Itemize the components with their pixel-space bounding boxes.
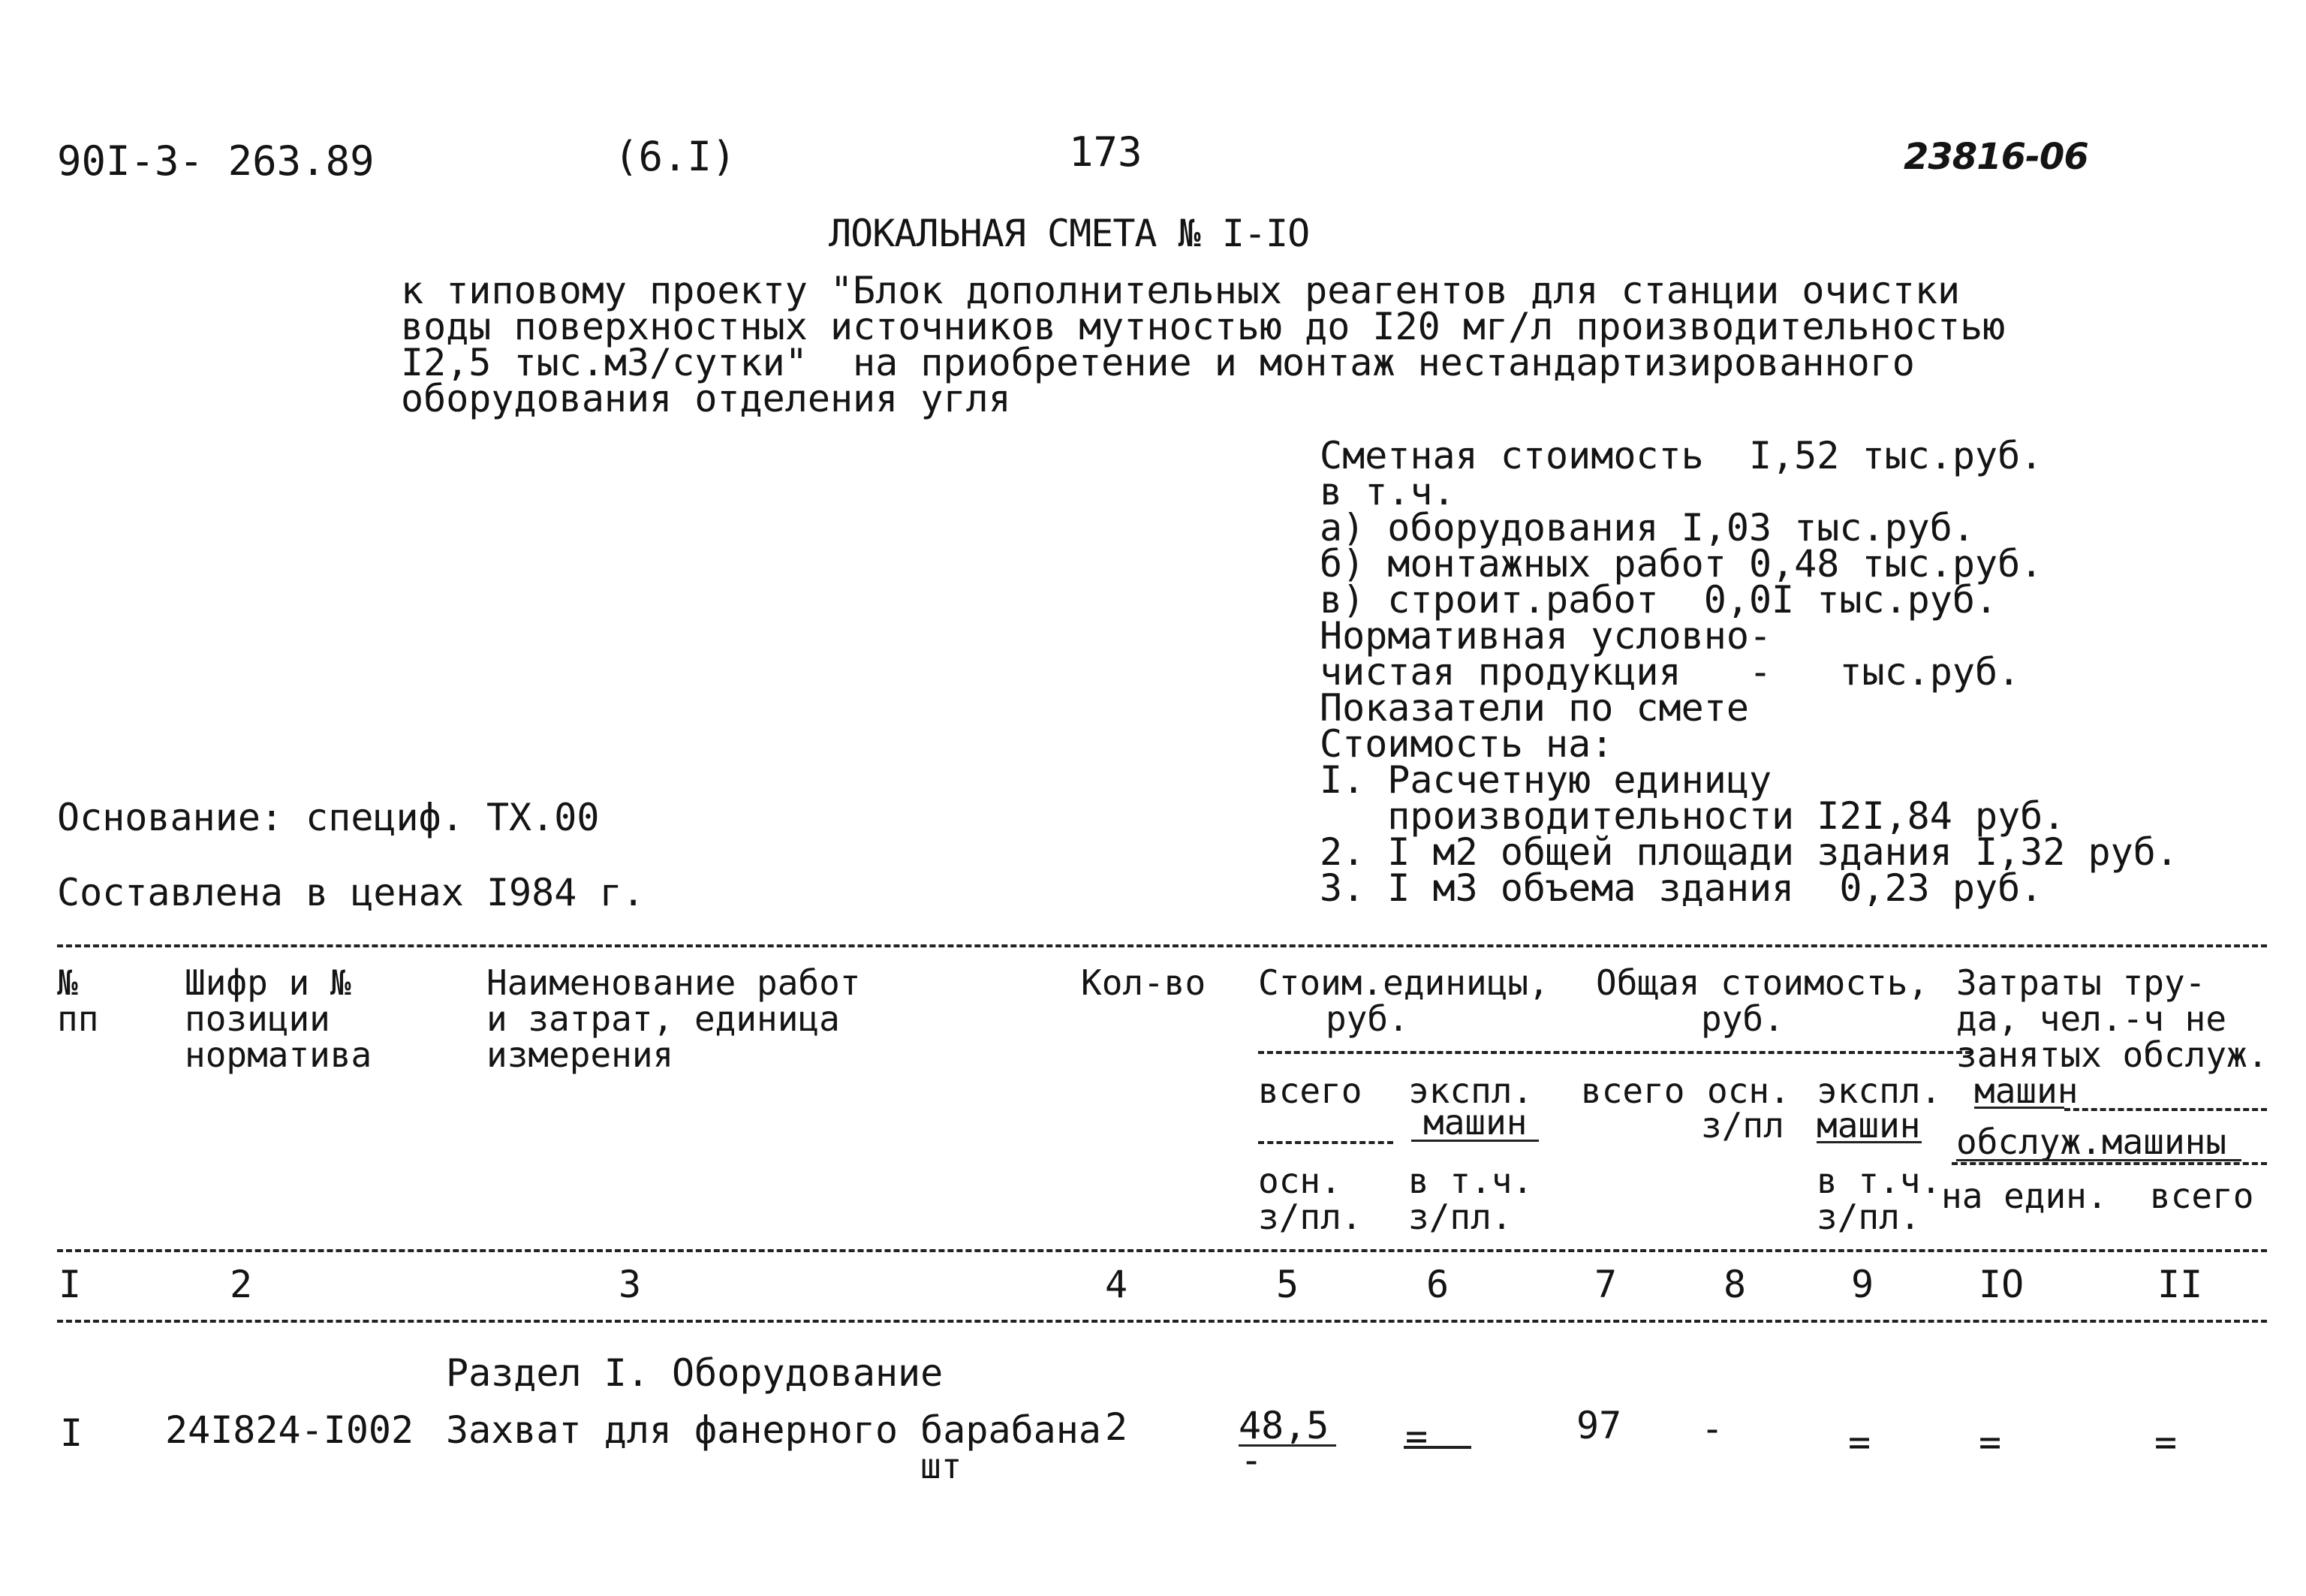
- underline: [1404, 1446, 1471, 1449]
- header-name: и затрат, единица: [486, 998, 840, 1039]
- header-labor: занятых обслуж.: [1956, 1034, 2268, 1075]
- column-number: I: [59, 1263, 82, 1306]
- underline: [1974, 1107, 2064, 1109]
- row-unit-cost-machines: =: [1405, 1414, 1428, 1458]
- header-subrule-2: [1258, 1141, 1393, 1144]
- header-unit-cost: Стоим.единицы,: [1258, 962, 1549, 1003]
- summary-line: чистая продукция - тыс.руб.: [1320, 650, 2021, 694]
- header-total-cost: Общая стоимость,: [1596, 962, 1929, 1003]
- header-total-cost: руб.: [1701, 998, 1784, 1039]
- prices-year-line: Составлена в ценах I984 г.: [57, 871, 645, 914]
- summary-line: б) монтажных работ 0,48 тыс.руб.: [1320, 542, 2043, 586]
- row-labor-per-unit: =: [1979, 1420, 2002, 1464]
- document-title: ЛОКАЛЬНАЯ СМЕТА № I-IO: [829, 212, 1310, 255]
- column-number: 7: [1594, 1263, 1618, 1306]
- section-title: Раздел I. Оборудование: [446, 1351, 944, 1395]
- summary-line: в т.ч.: [1320, 470, 1456, 513]
- header-code: Шифр и №: [185, 962, 351, 1003]
- summary-line: I. Расчетную единицу: [1320, 758, 1772, 802]
- header-code: норматива: [185, 1034, 372, 1075]
- header-code: позиции: [185, 998, 330, 1039]
- table-top-rule: [57, 944, 2267, 947]
- column-number: 9: [1851, 1263, 1874, 1306]
- summary-line: 3. I м3 объема здания 0,23 руб.: [1320, 866, 2043, 910]
- header-unit-cost: руб.: [1326, 998, 1409, 1039]
- header-total-wages: осн.: [1707, 1071, 1790, 1111]
- row-unit: шт: [920, 1446, 962, 1486]
- column-numbers-rule: [57, 1320, 2267, 1323]
- row-code: 24I824-I002: [165, 1408, 414, 1452]
- underline: [1411, 1140, 1539, 1142]
- header-total-machines: экспл.: [1817, 1071, 1942, 1111]
- header-total-wages: з/пл: [1701, 1105, 1784, 1146]
- header-num: пп: [57, 998, 99, 1039]
- subtitle-line: I2,5 тыс.м3/сутки" на приобретение и монтаж нестандартизированного: [401, 341, 1915, 384]
- header-unit-machines: экспл.: [1408, 1071, 1534, 1111]
- header-labor-per-unit: на един.: [1941, 1176, 2108, 1216]
- section-ref: (6.I): [614, 133, 736, 180]
- column-number: 6: [1426, 1263, 1450, 1306]
- row-total: 97: [1576, 1404, 1622, 1447]
- header-labor-machines: машин: [1974, 1071, 2079, 1111]
- basis-line: Основание: специф. ТХ.00: [57, 796, 600, 839]
- subtitle-line: к типовому проекту "Блок дополнительных реагентов для станции очистки: [401, 269, 1961, 312]
- column-number: 5: [1276, 1263, 1299, 1306]
- header-labor-service: обслуж.машины: [1956, 1122, 2227, 1162]
- summary-line: 2. I м2 общей площади здания I,32 руб.: [1320, 830, 2178, 874]
- header-total-incl: в т.ч.: [1817, 1161, 1942, 1201]
- summary-line: а) оборудования I,03 тыс.руб.: [1320, 506, 1975, 550]
- header-unit-total: всего: [1258, 1071, 1362, 1111]
- doc-code: 90I-3- 263.89: [57, 137, 375, 185]
- header-total-machines: машин: [1817, 1105, 1921, 1146]
- subtitle-line: оборудования отделения угля: [401, 377, 1011, 420]
- summary-line: производительности I2I,84 руб.: [1320, 794, 2066, 838]
- summary-line: Стоимость на:: [1320, 722, 1614, 766]
- row-qty: 2: [1105, 1405, 1128, 1449]
- header-subrule-1: [1258, 1051, 1971, 1054]
- header-unit-incl: в т.ч.: [1408, 1161, 1534, 1201]
- header-unit-incl: з/пл.: [1408, 1197, 1513, 1237]
- header-bottom-rule: [57, 1249, 2267, 1252]
- header-unit-wages: з/пл.: [1258, 1197, 1362, 1237]
- row-unit-cost-wages: -: [1240, 1438, 1263, 1482]
- row-labor-total: =: [2154, 1420, 2178, 1464]
- underline: [1817, 1141, 1922, 1143]
- summary-line: Нормативная условно-: [1320, 614, 1772, 658]
- header-labor-total: всего: [2150, 1176, 2254, 1216]
- header-name: Наименование работ: [486, 962, 861, 1003]
- summary-line: Показатели по смете: [1320, 686, 1749, 730]
- column-number: 4: [1105, 1263, 1128, 1306]
- summary-line: в) строит.работ 0,0I тыс.руб.: [1320, 578, 1998, 622]
- row-total-machines: =: [1848, 1420, 1871, 1464]
- summary-line: Сметная стоимость I,52 тыс.руб.: [1320, 434, 2043, 477]
- column-number: IO: [1979, 1263, 2025, 1306]
- header-unit-machines: машин: [1423, 1102, 1528, 1143]
- header-num: №: [57, 962, 78, 1003]
- row-name: Захват для фанерного барабана: [446, 1408, 1101, 1452]
- archive-code: 23816-06: [1904, 136, 2088, 178]
- header-name: измерения: [486, 1034, 674, 1075]
- column-number: II: [2157, 1263, 2203, 1306]
- column-number: 3: [619, 1263, 642, 1306]
- header-subrule-3: [2064, 1108, 2267, 1111]
- subtitle-line: воды поверхностных источников мутностью до I20 мг/л производительностью: [401, 305, 2006, 348]
- column-number: 8: [1723, 1263, 1747, 1306]
- row-unit-cost-total: 48,5: [1239, 1404, 1329, 1447]
- column-number: 2: [230, 1263, 253, 1306]
- header-total-total: всего: [1581, 1071, 1685, 1111]
- row-total-wages: -: [1701, 1407, 1724, 1450]
- header-labor: да, чел.-ч не: [1956, 998, 2227, 1039]
- header-total-incl: з/пл.: [1817, 1197, 1921, 1237]
- header-subrule-4: [1952, 1162, 2267, 1165]
- page-number: 173: [1069, 128, 1142, 176]
- header-qty: Кол-во: [1081, 962, 1206, 1003]
- row-num: I: [60, 1411, 83, 1455]
- header-labor: Затраты тру-: [1956, 962, 2206, 1003]
- underline: [1956, 1159, 2241, 1161]
- header-unit-wages: осн.: [1258, 1161, 1341, 1201]
